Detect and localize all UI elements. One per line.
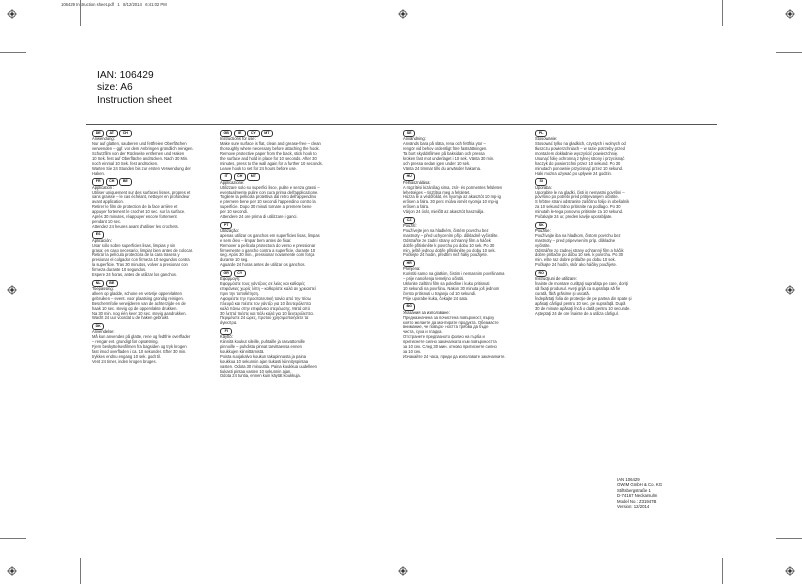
crop-mark [722, 0, 723, 26]
country-code-badge: PL [535, 130, 547, 137]
section-label: Applicazione: [220, 179, 245, 185]
country-code-badge: MT [261, 130, 273, 137]
language-section [535, 178, 640, 220]
registration-mark-icon [7, 9, 17, 19]
crop-mark [80, 558, 81, 584]
left-panel-rule [86, 124, 406, 125]
country-badges [220, 130, 325, 136]
country-code-badge: NL [92, 280, 104, 287]
section-text: Utiliser uniquement sur des surfaces lisses, propres et sans graisse – le cas échéant, nettoyer en profondeur avant application. Retirer le film de protection de la face arrière et appuyer fortement le crochet 10 sec. sur la surface. Après 30 minutes, réappuyer encore fortement pendant 10 sec. Attendez 24 heures avant d'utiliser les crochets. [92, 189, 191, 229]
registration-mark-icon [7, 566, 17, 576]
section-label: Anwendung: [92, 136, 115, 142]
country-code-badge: CY [234, 270, 246, 277]
country-badges [92, 280, 197, 286]
language-section [220, 328, 325, 380]
section-label: Felhasználása: [403, 179, 431, 185]
crop-mark [776, 538, 802, 539]
instruction-column [220, 130, 325, 530]
right-panel-rule [397, 124, 717, 125]
country-code-badge: RO [535, 270, 547, 277]
country-code-badge: BE [119, 178, 131, 185]
country-badges [220, 222, 325, 228]
country-badges [220, 173, 325, 179]
section-text: Används bara på släta, rena och fettfria ytor – rengör vid behov ordentligt före fastsättningen. Ta bort skyddsfilmen på baksidan och pressa kroken fast mot underlaget i 10 sek. Vänta 30 min. och pressa sedan igen under 10 sek. Vänta 24 timmar tills du använder hakarna. [403, 141, 495, 171]
ian-label: IAN: 106429 [97, 70, 154, 81]
section-text: Make sure surface is flat, clean and grease-free – clean thoroughly where necessary before attaching the hook. Remove protective paper from the back, stick hook to the surface and hold in place for 10 seconds. After 30 minutes, press to the wall again for a further 10 seconds. Leave hook to set for 24 hours before use. [220, 141, 323, 171]
country-code-badge: AT [106, 130, 118, 137]
country-code-badge: DK [92, 323, 104, 330]
language-section [535, 222, 640, 269]
country-badges [403, 303, 508, 309]
language-section [220, 222, 325, 269]
country-code-badge: IT [220, 173, 232, 180]
country-badges [92, 231, 197, 237]
section-label: Указания за използване: [403, 309, 450, 315]
country-code-badge: MT [247, 173, 259, 180]
language-section [403, 217, 508, 259]
pdf-slug-line: 106429 Instruction sheet.pdf 1 8/12/2014 6:41:02 PM [61, 2, 167, 7]
country-badges [535, 270, 640, 276]
country-code-badge: DE [92, 130, 104, 137]
country-badges [403, 217, 508, 223]
section-label: Application : [92, 184, 115, 190]
country-badges [92, 323, 197, 329]
crop-mark [80, 0, 81, 26]
country-code-badge: ES [92, 231, 104, 238]
section-text: Utilizzare solo su superfici lisce, pulite e senza grassi – eventualmente pulire con cura prima dell'applicazione. Togliere la pellicola protettiva dal retro dell'appendino e premere bene per 10 secondi l'appendino contro la superficie. Dopo 30 minuti tornare a premere bene per 10 secondi. Attendere 24 ore prima di utilizzare i ganci. [220, 184, 320, 220]
country-code-badge: CH [234, 173, 246, 180]
registration-mark-icon [785, 566, 795, 576]
section-text: apenas utilizar os ganchos em superfícies lisas, limpas e sem óleo – limpar bem antes de fixar. Remover a película protectora do verso e pressionar firmemente o gancho contra a superfície, durante 10 seg. Após 30 min., pressionar novamente com força durante 10 seg. Aguarde 24 horas antes de utilizar os ganchos. [220, 232, 320, 268]
section-text: Stosować tylko na gładkich, czystych i wolnych od tłuszczu powierzchniach – w razie potrzeby przed montażem dokładnie wyczyścić powierzchnię. Usunąć folię ochronną z tylnej strony i przycisnąć haczyk do powierzchni przez 10 sekund. Po 30 minutach ponownie przycisnąć przez 10 sekund. Haki można używać po upływie 24 godzin. [535, 141, 626, 176]
registration-mark-icon [7, 285, 17, 295]
section-label: Utilização: [220, 227, 239, 233]
section-label: Anvendelse: [92, 329, 115, 335]
country-code-badge: BG [403, 303, 415, 310]
instruction-column [403, 130, 508, 530]
language-section [92, 280, 197, 322]
section-label: Použitie: [535, 227, 551, 233]
language-section [92, 130, 197, 177]
section-label: Uporaba: [535, 184, 552, 190]
country-code-badge: FR [92, 178, 104, 185]
crop-mark [0, 52, 26, 53]
section-label: Použití: [403, 223, 417, 229]
crop-mark [0, 538, 26, 539]
section-label: Toepassing: [92, 286, 114, 291]
country-badges [92, 130, 197, 136]
section-text: Kiinnitä koukut sileille, puhtaille ja rasvattomille pinnoille – puhdista pinnat tarvittaessa ennen koukkujen kiinnittämistä. Poista suojakalvo koukun takapinnasta ja paina koukkua 10 sekunnin ajan tiukasti kiinnityspintaa vasten. Odota 30 minuuttia. Paina koukkua uudelleen tiukasti pintaa vasten 10 sekunnin ajan. Odota 24 tuntia, ennen kuin käytät koukkuja. [220, 339, 317, 379]
country-code-badge: CY [247, 130, 259, 137]
section-text: Usar sólo sobre superficies lisas, limpias y sin grasa; en caso necesario, limpiar bien antes de colocar. Retirar la película protectora de la cara trasera y presionar el colgador con firmeza 10 segundos contra la superficie. Tras 30 minutos, volver a presionar con firmeza durante 10 segundos. Espere 24 horas, antes de utilizar los ganchos. [92, 242, 194, 278]
section-text: Må kun anvendes på glatte, rene og fedtfrie overflader – rengør evt. grundigt før opsætning. Fjern beskyttelsesfilmen fra bagsiden og tryk krogen fast imod overfladen i ca. 10 sekunder. Efter 30 min. trykkes endnu engang 10 sek. godt til. Vent 24 timer, inden krogen bruges. [92, 334, 191, 364]
instruction-column [535, 130, 640, 470]
country-code-badge: SK [535, 222, 547, 229]
country-code-badge: GB [220, 130, 232, 137]
section-label: Aplicación: [92, 237, 112, 243]
country-code-badge: HU [403, 173, 415, 180]
country-code-badge: CH [119, 130, 131, 137]
section-text: Uporabite le na gladki, čisti in nemastni površini – površino po potrebi pred pritrjevanjem očistite. S hrbtne strani odstranite zaščitno folijo in obešalnik za 10 sekund trdno pritisnite na podlago. Po 30 minutah le-tega ponovno pritisnite za 10 sekund. Počakajte 24 ur, preden kavlje uporabljate. [535, 189, 630, 220]
registration-mark-icon [398, 566, 408, 576]
language-section [403, 173, 508, 215]
section-text: Înainte de montare curăţaţi suprafaţa pe care, doriţi să fixaţi produsul. Aveţi grijă ca suprafaţa să fie curată, fără grăsime şi uscată. Îndepărtaţi folia de protecţie de pe partea din spate şi apăsaţi cârligul pentru 10 sec. pe suprafaţă. După 30 de minute apăsaţi încă o dată pentru 10 secunde. Aşteptaţi 24 de ore înainte de a utiliza cârligul. [535, 281, 632, 316]
language-section [220, 130, 325, 172]
section-label: Instrucţiuni de utilizare: [535, 276, 577, 282]
instruction-column [92, 130, 197, 530]
crop-mark [776, 52, 802, 53]
country-code-badge: SI [535, 178, 547, 185]
section-text: Koristiti samo na glatkim, čistim i nemasnim površinama – prije nanošenja temeljno očistiti. Uklonite zaštitni film sa poleđine i kuku pritisnuti 10 sekundi na površinu. Nakon 30 minuta još jednom čvrsto pritisnuti u trajanju od 10 sekundi. Prije uporabe kuka, čekajte 24 sata. [403, 271, 505, 301]
registration-mark-icon [785, 285, 795, 295]
section-label: Instructions for use: [220, 136, 256, 142]
country-code-badge: GR [220, 270, 232, 277]
sheet-header [97, 70, 172, 107]
section-text: Nur auf glatten, sauberen und fettfreien Oberflächen verwenden – ggf. vor dem Anbringen gründlich reinigen. Schutzfilm von der Rückseite entfernen und Haken 10 Sek. fest auf Oberfläche andrücken. Nach 30 Min. noch einmal 10 Sek. fest andrücken. Warten Sie 24 Stunden bis zur ersten Verwendung der Haken. [92, 141, 194, 176]
country-badges [220, 328, 325, 334]
section-label: Käyttö: [220, 334, 233, 340]
language-section [92, 178, 197, 230]
language-section [403, 260, 508, 302]
language-section [220, 270, 325, 326]
section-text: alleen op gladde, schone en vetvrije oppervlakten gebruiken – event. voor plaatsing grondig reinigen. Beschermfolie verwijderen van de achterzijde en de haak 10 sec. stevig op de oppervlakte drukken. Na 30 min. nog één keer 10 sec. stevig aandrukken. Wacht 24 uur voordat u de haken gebruikt. [92, 290, 187, 321]
language-section [92, 231, 197, 278]
section-text: Εφαρμόστε τους γάντζους σε λείες και καθαρές επιφάνειες χωρίς λίπη – καθαρίστε καλά αν χρειαστεί πριν την τοποθέτηση. Αφαιρέστε την προστατευτική ταινία από την πίσω πλευρά και πιέστε τον γάντζο για 10 δευτερόλεπτα καλά πάνω στην επιφάνεια στερέωσης. Μετά από 30 λεπτά πιέστε και πάλι καλά για 10 δευτερόλεπτα. Περιμένετε 24 ώρες, προτού χρησιμοποιήσετε τα άγκιστρα. [220, 281, 316, 326]
country-code-badge: FI [220, 328, 232, 335]
language-section [92, 323, 197, 365]
section-label: Primjena: [403, 266, 421, 272]
country-code-badge: CH [106, 178, 118, 185]
country-code-badge: SE [403, 130, 415, 137]
country-badges [535, 222, 640, 228]
country-badges [535, 178, 640, 184]
country-code-badge: IE [234, 130, 246, 137]
manufacturer-address: IAN 106429 OWIM GmbH & Co. KG Stiftsbergstraße 1 D-74167 Neckarsulm Model No.: Z31947B Version: 12/2014 [617, 477, 663, 510]
country-badges [403, 130, 508, 136]
country-badges [403, 260, 508, 266]
section-text: Предназначена за почистена повърхност, върху която желаете да монтирате продукта. Обезмасте внимание, че повърх- ността трябва да бъде чиста, суха и гладка. Отстранете предпазното фолио на гърба и притиснете силно закачалката към повърхността за 10 сек. След 30 мин. отново притиснете силно за 10 сек. Изчакайте 24 часа, преди да използвате закачалките. [403, 314, 506, 359]
sheet-title: Instruction sheet [97, 94, 172, 106]
language-section [220, 173, 325, 220]
language-section [535, 130, 640, 177]
country-badges [535, 130, 640, 136]
crop-mark [722, 558, 723, 584]
country-code-badge: BE [106, 280, 118, 287]
country-code-badge: HR [403, 260, 415, 267]
size-label: size: A6 [97, 82, 133, 94]
section-label: Användning: [403, 136, 426, 142]
country-code-badge: PT [220, 222, 232, 229]
section-text: Používajte iba na hladkom, čistom povrchu bez mastnoty – pred pripevnením príp. dôkladne vyčistite. Odstráňte zo zadnej strany ochranný film a háčik dobre pritlačte po dobu 10 sek. k povrchu. Po 30 min. ešte raz dobre pritlačte po dobu 10 sek. Počkajte 24 hodín, skôr ako háčiky použijete. [535, 232, 624, 268]
language-section [535, 270, 640, 317]
registration-mark-icon [785, 9, 795, 19]
country-code-badge: CZ [403, 217, 415, 224]
section-label: Εφαρμογή: [220, 276, 241, 282]
language-section [403, 130, 508, 172]
country-badges [92, 178, 197, 184]
country-badges [403, 173, 508, 179]
registration-mark-icon [398, 9, 408, 19]
country-badges [220, 270, 325, 276]
section-label: Stosowanie: [535, 136, 558, 142]
section-text: A rögzítési kizárólag sima, zsír- és pormentes felületen lehetséges – tisztítsa meg a felületet. Húzza le a védőfóliát, és nyomja az akasztót 10 mp-ig erősen a falra. 30 perc múlva ismét nyomja 10 mp-ig erősen a falra. Várjon 24 órát, mielőtt az akasztót használja. [403, 184, 503, 215]
language-section [403, 303, 508, 359]
section-text: Používejte jen na hladkém, čistém povrchu bez mastnoty – před uchycením příp. důkladně vyčistěte. Odstraňte ze zadní strany ochranný film a háček dobře přitiskněte k povrchu po dobu 10 sek. Po 30 min. ještě jednou dobře přitiskněte po dobu 10 sek. Počkejte 24 hodin, předtím než háky použijete. [403, 227, 499, 258]
